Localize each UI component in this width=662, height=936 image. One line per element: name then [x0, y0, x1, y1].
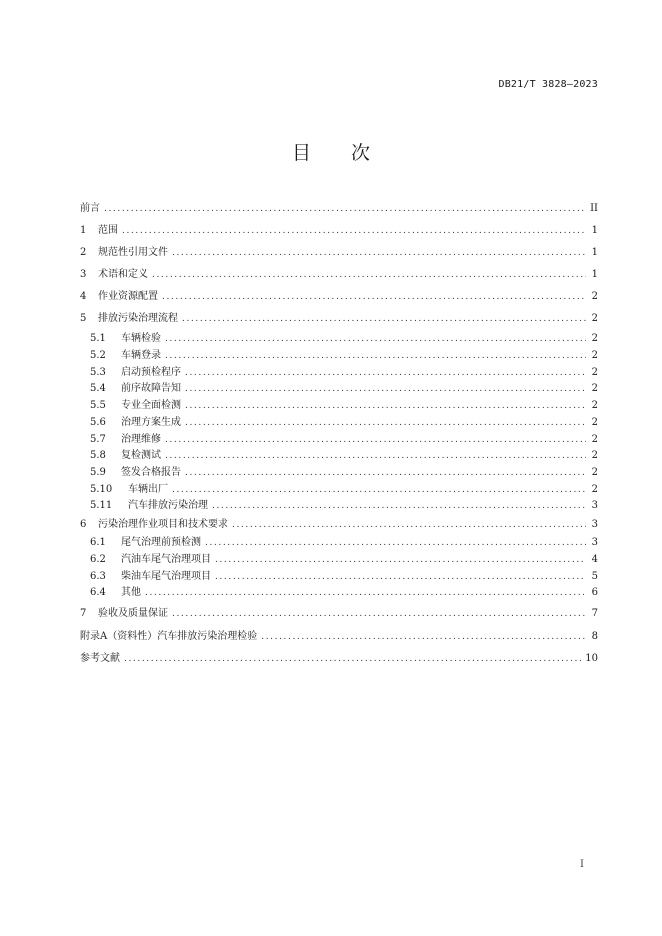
toc-entry-label: 尾气治理前预检测	[121, 537, 201, 548]
toc-entry-label: 车辆出厂	[128, 484, 168, 495]
toc-entry[interactable]	[90, 330, 598, 348]
toc-entry-page: 6	[591, 587, 598, 598]
toc-entry-number: 5.2	[90, 350, 106, 361]
toc-leader-dots	[172, 244, 586, 262]
toc-leader-dots	[185, 464, 586, 482]
toc-entry-page: 2	[591, 313, 598, 324]
toc-entry-number: 6.3	[90, 571, 106, 582]
toc-entry-label: 车辆登录	[121, 350, 161, 361]
toc-leader-dots	[165, 447, 586, 465]
toc-entry-label: 术语和定义	[98, 269, 148, 280]
toc-entry-label: 作业资源配置	[98, 291, 158, 302]
toc-entry-number: 7	[80, 608, 87, 619]
toc-entry-page: 2	[591, 291, 598, 302]
toc-entry-page: 4	[591, 554, 598, 565]
toc-entry-label: 排放污染治理流程	[98, 313, 178, 324]
page-title	[0, 138, 662, 165]
toc-leader-dots	[185, 414, 586, 432]
toc-entry-number: 5.6	[90, 417, 106, 428]
toc-entry-label: 范围	[98, 225, 118, 236]
toc-entry-page: II	[590, 203, 598, 214]
toc-entry-number: 5.8	[90, 450, 106, 461]
toc-entry-page: 7	[591, 608, 598, 619]
toc-entry-number: 3	[80, 269, 87, 280]
toc-entry-page: 2	[591, 450, 598, 461]
toc-entry-page: 1	[591, 269, 598, 280]
toc-entry[interactable]	[90, 414, 598, 432]
toc-entry-number: 5.1	[90, 333, 106, 344]
toc-entry-label: 汽油车尾气治理项目	[121, 554, 211, 565]
toc-entry-label: 启动预检程序	[121, 367, 181, 378]
toc-entry-label: 规范性引用文件	[98, 247, 168, 258]
toc-leader-dots	[165, 330, 586, 348]
toc-entry-page: 2	[591, 417, 598, 428]
toc-entry-page: 10	[585, 653, 598, 664]
toc-entry[interactable]	[90, 497, 598, 515]
toc-entry-label: 附录A（资料性）汽车排放污染治理检验	[80, 631, 258, 642]
toc-leader-dots	[185, 397, 586, 415]
toc-entry-number: 5.7	[90, 434, 106, 445]
toc-entry[interactable]	[80, 628, 598, 646]
toc-entry-number: 5.9	[90, 467, 106, 478]
toc-entry[interactable]	[80, 605, 598, 623]
toc-entry[interactable]	[80, 516, 598, 534]
toc-entry[interactable]	[90, 397, 598, 415]
toc-entry-label: 验收及质量保证	[98, 608, 168, 619]
toc-entry[interactable]	[80, 244, 598, 262]
toc-entry-label: 复检测试	[121, 450, 161, 461]
toc-entry-number: 6.4	[90, 587, 106, 598]
toc-entry-page: 2	[591, 333, 598, 344]
toc-entry-label: 参考文献	[80, 653, 120, 664]
toc-entry-page: 2	[591, 367, 598, 378]
toc-entry[interactable]	[80, 200, 598, 218]
toc-entry[interactable]	[80, 650, 598, 668]
toc-entry-page: 1	[591, 247, 598, 258]
title-char-1: 目	[291, 142, 311, 164]
toc-entry-label: 前序故障告知	[121, 383, 181, 394]
toc-entry-number: 5.10	[90, 484, 113, 495]
toc-entry-page: 2	[591, 484, 598, 495]
toc-entry-page: 8	[591, 631, 598, 642]
title-char-2: 次	[351, 142, 371, 164]
toc-entry-page: 1	[591, 225, 598, 236]
toc-leader-dots	[162, 288, 586, 306]
toc-entry-number: 6.2	[90, 554, 106, 565]
toc-leader-dots	[124, 650, 581, 668]
toc-entry-number: 1	[80, 225, 87, 236]
toc-entry[interactable]	[80, 266, 598, 284]
toc-entry[interactable]	[90, 380, 598, 398]
standard-code: DB21/T 3828—2023	[498, 79, 598, 90]
toc-entry-number: 6	[80, 519, 87, 530]
toc-leader-dots	[232, 516, 586, 534]
toc-entry-label: 治理维修	[121, 434, 161, 445]
toc-entry-number: 5.3	[90, 367, 106, 378]
toc-entry-page: 3	[591, 500, 598, 511]
toc-entry-label: 治理方案生成	[121, 417, 181, 428]
toc-entry-page: 5	[591, 571, 598, 582]
toc-entry[interactable]	[90, 551, 598, 569]
toc-entry-page: 2	[591, 383, 598, 394]
toc-entry-number: 5.4	[90, 383, 106, 394]
toc-entry[interactable]	[90, 534, 598, 552]
toc-entry-label: 签发合格报告	[121, 467, 181, 478]
toc-entry-page: 3	[591, 519, 598, 530]
toc-leader-dots	[205, 534, 586, 552]
toc-entry-number: 6.1	[90, 537, 106, 548]
toc-entry-page: 2	[591, 434, 598, 445]
toc-leader-dots	[152, 266, 586, 284]
toc-leader-dots	[182, 310, 586, 328]
toc-leader-dots	[172, 605, 586, 623]
toc-entry-number: 4	[80, 291, 87, 302]
toc-leader-dots	[215, 551, 586, 569]
toc-entry-number: 5	[80, 313, 87, 324]
toc-leader-dots	[212, 497, 586, 515]
toc-entry[interactable]	[90, 347, 598, 365]
toc-entry-label: 汽车排放污染治理	[128, 500, 208, 511]
toc-entry[interactable]	[90, 584, 598, 602]
toc-entry[interactable]	[80, 288, 598, 306]
toc-leader-dots	[104, 200, 586, 218]
toc-entry-page: 2	[591, 350, 598, 361]
toc-entry-label: 其他	[121, 587, 141, 598]
footer-page-number: I	[580, 859, 584, 870]
toc-entry-number: 2	[80, 247, 87, 258]
toc-entry-number: 5.11	[90, 500, 113, 511]
toc-entry-page: 2	[591, 400, 598, 411]
toc-leader-dots	[261, 628, 586, 646]
toc-entry[interactable]	[80, 222, 598, 240]
toc-entry-page: 3	[591, 537, 598, 548]
toc-leader-dots	[145, 584, 586, 602]
toc-leader-dots	[165, 347, 586, 365]
toc-entry-number: 5.5	[90, 400, 106, 411]
toc-entry[interactable]	[90, 447, 598, 465]
toc-leader-dots	[185, 380, 586, 398]
toc-entry[interactable]	[90, 464, 598, 482]
toc-entry-page: 2	[591, 467, 598, 478]
toc-entry-label: 车辆检验	[121, 333, 161, 344]
toc-entry[interactable]	[80, 310, 598, 328]
toc-entry-label: 柴油车尾气治理项目	[121, 571, 211, 582]
toc-entry-label: 专业全面检测	[121, 400, 181, 411]
toc-leader-dots	[122, 222, 586, 240]
toc-entry-label: 前言	[80, 203, 100, 214]
toc-entry-label: 污染治理作业项目和技术要求	[98, 519, 228, 530]
